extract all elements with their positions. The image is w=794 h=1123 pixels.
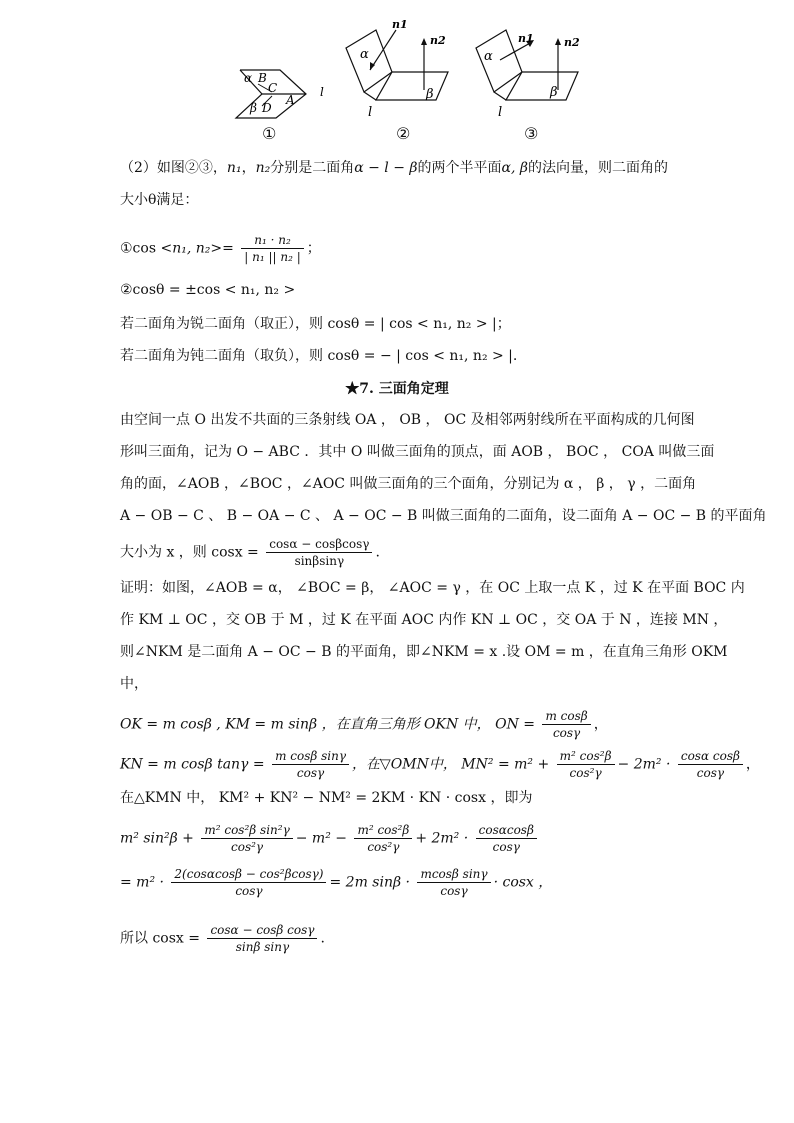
section7-p2: 形叫三面角，记为 O − ABC ．其中 O 叫做三面角的顶点，面 AOB ， BOC ， COA 叫做三面 — [120, 444, 715, 460]
proof-line2: 作 KM ⊥ OC ，交 OB 于 M ，过 K 在平面 AOC 内作 KN ⊥ OC ，交 OA 于 N ，连接 MN ， — [120, 612, 728, 628]
fig1-label-l: l — [320, 85, 324, 99]
vector-n2: n₂ — [255, 160, 271, 176]
fig2-label-n2: n2 — [430, 34, 446, 47]
vector-n1: n₁ — [226, 160, 242, 176]
fig2-label-n1: n1 — [392, 18, 408, 31]
formula-1-fraction: $\frac{\text{n₁ · n₂}}{\text{| n₁ || n₂ |}}$ — [241, 232, 304, 265]
proof-line3: 则∠NKM 是二面角 A − OC − B 的平面角，即∠NKM = x .设 OM = m ，在直角三角形 OKM — [120, 644, 728, 660]
fig3-label-beta: β — [550, 85, 558, 100]
equation-5: = m² · $\frac{\text{2(cosαcosβ − cos²βcosγ)}}{\cos\gamma}$ = 2m sinβ · $\frac{\text{mcosβ sinγ}}{\cos\gamma}$ · cosx ， — [120, 867, 553, 898]
formula-2: ②cosθ = ±cos < n₁, n₂ > — [120, 282, 296, 298]
para2-line2: 大小θ满足： — [120, 192, 199, 208]
section7-p4: A − OB − C 、 B − OA − C 、 A − OC − B 叫做三面角的二面角，设二面角 A − OC − B 的平面角 — [120, 508, 767, 524]
equation-1: OK = m cosβ , KM = m sinβ ，在直角三角形 OKN 中， ON = $\frac{\text{m cosβ}}{\cos\gamma}$ ， — [120, 709, 608, 740]
proof-line1: 证明：如图，∠AOB = α， ∠BOC = β， ∠AOC = γ ，在 OC 上取一点 K ，过 K 在平面 BOC 内 — [120, 580, 745, 596]
fig2-label-beta: β — [426, 87, 434, 102]
fig1-label-alpha: α — [244, 71, 253, 85]
fig3-label-alpha: α — [484, 49, 493, 64]
fig1-label-d: D — [262, 101, 272, 115]
fig1-label-b: B — [258, 71, 267, 85]
figure-1-dihedral-angle — [232, 62, 332, 124]
fig3-label-n1: n1 — [518, 32, 534, 45]
fig1-label-a: A — [286, 93, 295, 107]
conclusion-fraction: $\frac{\text{cosα − cosβ cosγ}}{\text{sinβ sinγ}}$ — [207, 922, 317, 955]
section7-p3: 角的面，∠AOB ，∠BOC ，∠AOC 叫做三面角的三个面角，分别记为 α ， β ， γ ，二面角 — [120, 476, 697, 492]
fig3-label-n2: n2 — [564, 36, 580, 49]
equation-3: 在△KMN 中， KM² + KN² − NM² = 2KM · KN · cosx ，即为 — [120, 790, 533, 806]
proof-line4: 中， — [120, 676, 148, 692]
fig2-label-alpha: α — [360, 47, 369, 62]
equation-2: KN = m cosβ tanγ = $\frac{\text{m cosβ sinγ}}{\cos\gamma}$ ，在▽OMN中， MN² = m² + $\frac{\text{m² cos²β}}{\text{cos²γ}}$ − 2m² · $\frac{\text{cosα cosβ}}{\cos\gamma}$ ， — [120, 749, 760, 780]
acute-case: 若二面角为锐二面角（取正），则 cosθ = | cos < n₁, n₂ > |； — [120, 316, 511, 332]
figure-2-number: ② — [396, 124, 411, 143]
conclusion: 所以 cosx = $\frac{\text{cosα − cosβ cosγ}}{\text{sinβ sinγ}}$ . — [120, 923, 325, 954]
fig3-label-l: l — [498, 105, 503, 120]
fig2-label-l: l — [368, 105, 373, 120]
section-7-title: ★7. 三面角定理 — [345, 381, 449, 397]
obtuse-case: 若二面角为钝二面角（取负），则 cosθ = − | cos < n₁, n₂ > |. — [120, 348, 518, 364]
section7-p5: 大小为 x ，则 cosx = $\frac{\cos\alpha - \cos\beta\cos\gamma}{\sin\beta\sin\gamma}$ . — [120, 537, 380, 568]
figure-3-number: ③ — [524, 124, 539, 143]
formula-1: ①cos <n₁, n₂>= $\frac{\text{n₁ · n₂}}{\text{| n₁ || n₂ |}}$ ； — [120, 233, 321, 264]
para2-line1: （2）如图②③，n₁，n₂分别是二面角α − l − β的两个半平面α, β的法向量，则二面角的 — [120, 160, 668, 176]
figure-1-number: ① — [262, 124, 277, 143]
fig1-label-beta: β — [250, 101, 257, 115]
figure-3-normal-vectors — [470, 18, 590, 122]
equation-4: m² sin²β + $\frac{\text{m² cos²β sin²γ}}{\text{cos²γ}}$ − m² − $\frac{\text{m² cos²β}}{\text{cos²γ}}$ + 2m² · $\frac{\cos\alpha\cos\beta}{\cos\gamma}$ — [120, 822, 540, 855]
section7-p1: 由空间一点 O 出发不共面的三条射线 OA ， OB ， OC 及相邻两射线所在平面构成的几何图 — [120, 412, 695, 428]
figure-2-normal-vectors — [340, 18, 460, 122]
fig1-label-c: C — [268, 81, 278, 95]
cosx-formula-fraction: $\frac{\cos\alpha - \cos\beta\cos\gamma}{\sin\beta\sin\gamma}$ — [266, 536, 372, 569]
